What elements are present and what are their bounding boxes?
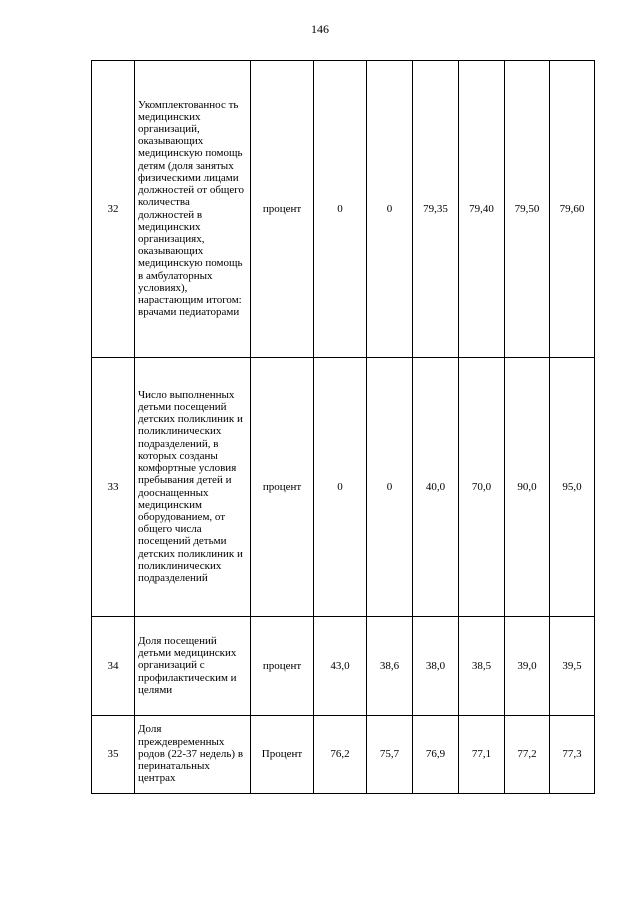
value-cell: 76,9 [413, 716, 459, 794]
value-cell: 43,0 [314, 617, 367, 716]
value-cell: 0 [367, 61, 413, 358]
table-row [92, 358, 595, 617]
value-cell: 79,60 [550, 61, 595, 358]
value-cell: 38,0 [413, 617, 459, 716]
page-number: 146 [311, 22, 329, 36]
value-cell: 40,0 [413, 358, 459, 617]
value-cell: 77,3 [550, 716, 595, 794]
table-row [92, 61, 595, 358]
value-cell: 0 [314, 358, 367, 617]
value-cell: 75,7 [367, 716, 413, 794]
value-cell: 76,2 [314, 716, 367, 794]
value-cell: 38,6 [367, 617, 413, 716]
value-cell: 79,35 [413, 61, 459, 358]
value-cell: 79,40 [459, 61, 505, 358]
table-row [92, 716, 595, 794]
value-cell: 90,0 [505, 358, 550, 617]
indicator-name: Доля преждевременных родов (22-37 недель) в перинатальных центрах [135, 716, 251, 794]
row-number: 32 [92, 61, 135, 358]
value-cell: 0 [314, 61, 367, 358]
value-cell: 39,0 [505, 617, 550, 716]
unit-cell: процент [251, 61, 314, 358]
value-cell: 77,2 [505, 716, 550, 794]
value-cell: 79,50 [505, 61, 550, 358]
value-cell: 39,5 [550, 617, 595, 716]
row-number: 33 [92, 358, 135, 617]
unit-cell: процент [251, 358, 314, 617]
value-cell: 95,0 [550, 358, 595, 617]
unit-cell: Процент [251, 716, 314, 794]
value-cell: 77,1 [459, 716, 505, 794]
value-cell: 38,5 [459, 617, 505, 716]
table-row [92, 617, 595, 716]
indicator-name: Число выполненных детьми посещений детских поликлиник и поликлинических подразделений, в которых созданы комфортные условия пребывания детей и дооснащенных медицинским оборудованием, от общего числа посещений детьми детских поликлиник и поликлинических подразделений [135, 358, 251, 617]
indicator-name: Доля посещений детьми медицинских организаций с профилактическим и целями [135, 617, 251, 716]
value-cell: 70,0 [459, 358, 505, 617]
row-number: 35 [92, 716, 135, 794]
unit-cell: процент [251, 617, 314, 716]
indicators-table [91, 60, 595, 794]
value-cell: 0 [367, 358, 413, 617]
row-number: 34 [92, 617, 135, 716]
indicator-name: Укомплектованнос ть медицинских организаций, оказывающих медицинскую помощь детям (доля занятых физическими лицами должностей от общего количества должностей в медицинских организациях, оказывающих медицинскую помощь в амбулаторных условиях), нарастающим итогом: врачами педиаторами [135, 61, 251, 358]
